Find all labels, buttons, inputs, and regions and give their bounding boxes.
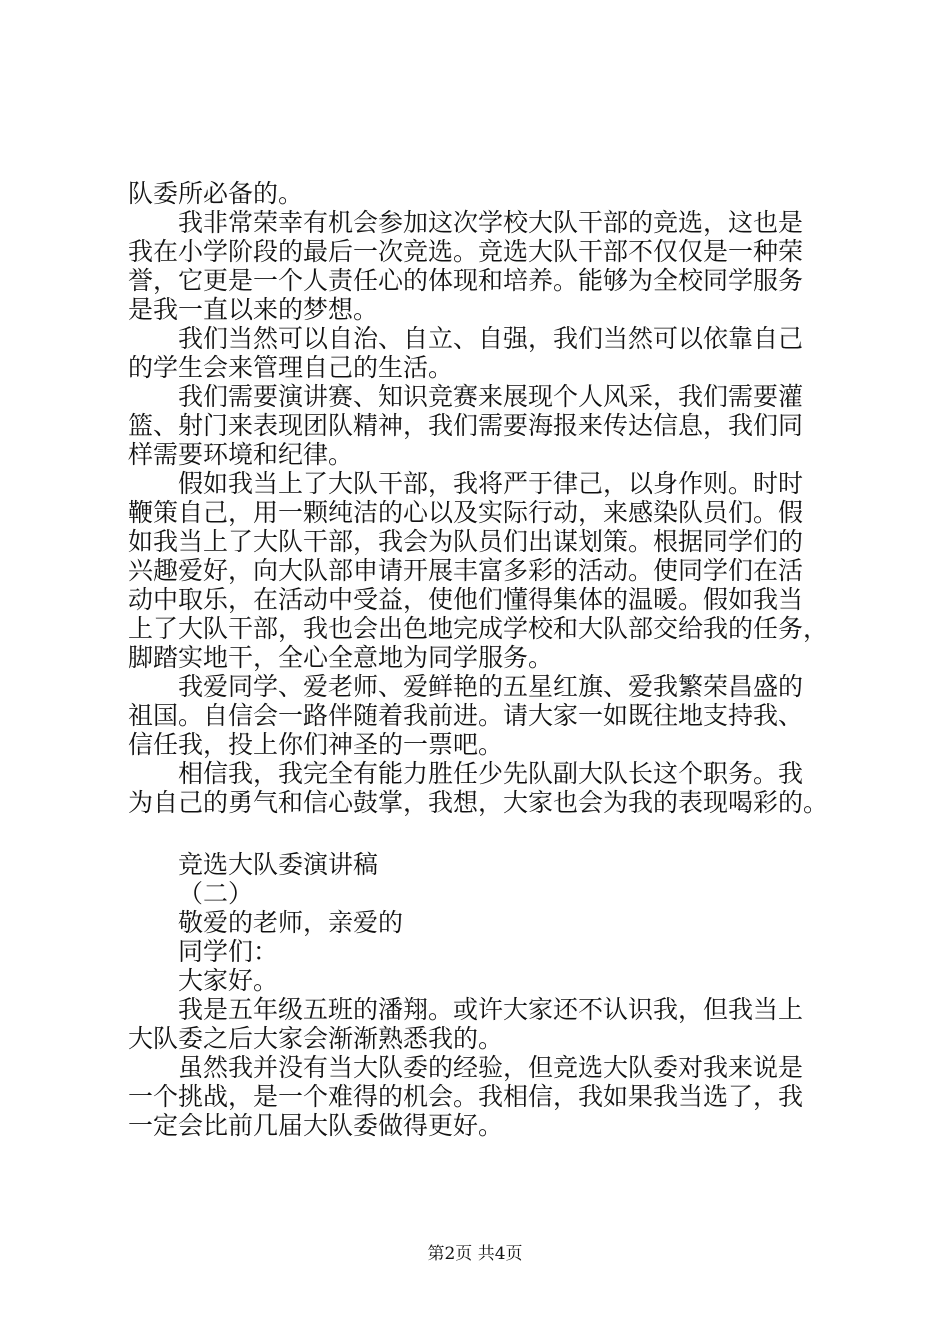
body-text-line: 的学生会来管理自己的生活。 bbox=[128, 353, 454, 382]
body-text-line: 大队委之后大家会渐渐熟悉我的。 bbox=[128, 1024, 504, 1053]
body-text-line: 虽然我并没有当大队委的经验，但竞选大队委对我来说是 bbox=[178, 1053, 804, 1082]
body-text-line: 上了大队干部，我也会出色地完成学校和大队部交给我的任务， bbox=[128, 614, 829, 643]
body-text-line: 相信我，我完全有能力胜任少先队副大队长这个职务。我 bbox=[178, 759, 804, 788]
body-text-line: 为自己的勇气和信心鼓掌，我想，大家也会为我的表现喝彩的。 bbox=[128, 788, 829, 817]
body-text-line: 我们当然可以自治、自立、自强，我们当然可以依靠自己 bbox=[178, 324, 804, 353]
section-number: （二） bbox=[178, 879, 254, 908]
body-text-line: 我非常荣幸有机会参加这次学校大队干部的竞选，这也是 bbox=[178, 208, 804, 237]
body-text-line: 如我当上了大队干部，我会为队员们出谋划策。根据同学们的 bbox=[128, 527, 804, 556]
body-text-line: 信任我，投上你们神圣的一票吧。 bbox=[128, 730, 504, 759]
body-text-line: 假如我当上了大队干部，我将严于律己，以身作则。时时 bbox=[178, 469, 804, 498]
salutation-line: 敬爱的老师，亲爱的 bbox=[178, 908, 404, 937]
body-text-line: 兴趣爱好，向大队部申请开展丰富多彩的活动。使同学们在活 bbox=[128, 556, 804, 585]
body-text-line: 动中取乐，在活动中受益，使他们懂得集体的温暖。假如我当 bbox=[128, 585, 804, 614]
body-text-line: 是我一直以来的梦想。 bbox=[128, 295, 379, 324]
body-text-line: 我们需要演讲赛、知识竞赛来展现个人风采，我们需要灌 bbox=[178, 382, 804, 411]
body-text-line: 一个挑战，是一个难得的机会。我相信，我如果我当选了，我 bbox=[128, 1082, 804, 1111]
body-text-line: 祖国。自信会一路伴随着我前进。请大家一如既往地支持我、 bbox=[128, 701, 804, 730]
body-text-line: 誉，它更是一个人责任心的体现和培养。能够为全校同学服务 bbox=[128, 266, 804, 295]
body-text-line: 我是五年级五班的潘翔。或许大家还不认识我，但我当上 bbox=[178, 995, 804, 1024]
salutation-line: 同学们： bbox=[178, 937, 279, 966]
body-text-line: 一定会比前几届大队委做得更好。 bbox=[128, 1111, 504, 1140]
section-title: 竞选大队委演讲稿 bbox=[178, 850, 379, 879]
page-number-footer: 第2页 共4页 bbox=[427, 1244, 523, 1264]
body-text-line: 篮、射门来表现团队精神，我们需要海报来传达信息，我们同 bbox=[128, 411, 804, 440]
body-text-line: 我爱同学、爱老师、爱鲜艳的五星红旗、爱我繁荣昌盛的 bbox=[178, 672, 804, 701]
body-text-line: 脚踏实地干，全心全意地为同学服务。 bbox=[128, 643, 554, 672]
body-text-line: 样需要环境和纪律。 bbox=[128, 440, 354, 469]
body-text-line: 我在小学阶段的最后一次竞选。竞选大队干部不仅仅是一种荣 bbox=[128, 237, 804, 266]
greeting-line: 大家好。 bbox=[178, 966, 279, 995]
body-text-line: 队委所必备的。 bbox=[128, 179, 304, 208]
body-text-line: 鞭策自己，用一颗纯洁的心以及实际行动，来感染队员们。假 bbox=[128, 498, 804, 527]
